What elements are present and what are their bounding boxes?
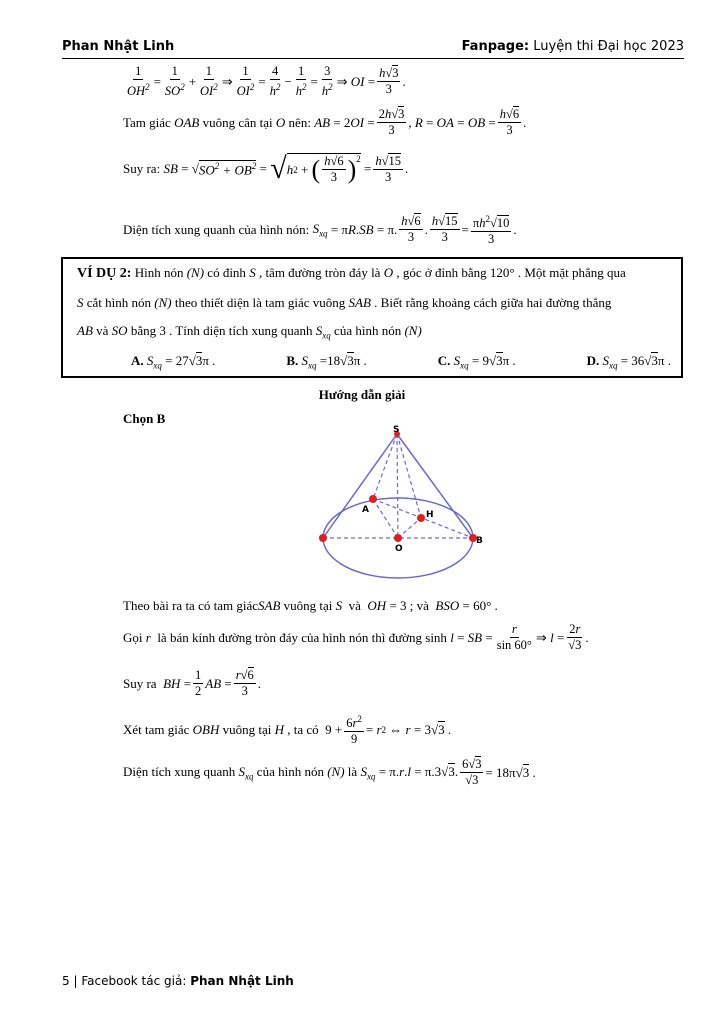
point-a (369, 495, 377, 503)
formula-line-3: Suy ra: SB = √ $SO^2 + OB^2$ = √ h 2 + ( $\frac{h√6}{3}$ ) $^2$ = $\frac{h√15}{3}$ . (123, 152, 409, 185)
example-box (61, 257, 683, 378)
page-footer: 5 | Facebook tác giả: Phan Nhật Linh (62, 974, 294, 988)
label-o: O (395, 544, 403, 554)
answer-options (131, 353, 671, 371)
formula-line-4: Diện tích xung quanh của hình nón: $S_{xq}$ = π R . SB = π. $\frac{h√6}{3}$ . $\frac{h√15}{3}$ = $\frac{\pi h^2√10}{3}$ . (123, 214, 517, 247)
footer-author[interactable]: Phan Nhật Linh (190, 974, 294, 988)
label-b: B (476, 536, 483, 546)
solution-line-5: Diện tích xung quanh $S_{xq}$ của hình nón (N) là $S_{xq} = \pi.r.l = \pi.3√3$. $\frac{6√3}{√3}$ = 18π√ 3 . (123, 757, 536, 787)
footer-text: Facebook tác giả: (81, 974, 187, 988)
point-h (417, 514, 425, 522)
option-b[interactable]: B. $S_{xq} =18√3\pi$ . (286, 353, 367, 371)
formula-line-1: $\frac{1}{OH^2}$ = $\frac{1}{SO^2}$ + $\frac{1}{OI^2}$ ⇒ $\frac{1}{OI^2}$ = $\frac{4}{h^2}$ − $\frac{1}{h^2}$ = $\frac{3}{h^2}$ ⇒ OI = $\frac{h√3}{3}$ . (127, 64, 406, 99)
label-h: H (426, 510, 434, 520)
header-author: Phan Nhật Linh (62, 39, 175, 54)
page-number: 5 (62, 974, 70, 988)
option-d[interactable]: D. $S_{xq} = 36√3\pi$ . (586, 353, 671, 371)
solution-line-2: Gọi r là bán kính đường tròn đáy của hình nón thì đường sinh l = SB = $\frac{r}{\sin 60^\circ}$ ⇒ l = $\frac{2r}{√3}$ . (123, 622, 589, 652)
point-o (394, 534, 402, 542)
solution-choice: Chọn B (123, 411, 166, 426)
solution-line-3: Suy ra BH = $\frac{1}{2}$ AB = $\frac{r√6}{3}$ . (123, 668, 262, 698)
solution-line-1: Theo bài ra ta có tam giácSAB vuông tại S và OH = 3 ; và BSO = 60° . (123, 598, 498, 613)
point-left (319, 534, 327, 542)
solution-line-4: Xét tam giác OBH vuông tại H , ta có 9 + $\frac{6r^2}{9}$ = r 2 ⇔ r = 3√ 3 . (123, 714, 452, 747)
formula-line-2: Tam giác OAB vuông cân tại O nên: AB = 2 OI = $\frac{2h√3}{3}$ , R = OA = OB = $\frac{h√6}{3}$ . (123, 107, 527, 137)
cone-figure (310, 418, 500, 586)
header-fanpage: Fanpage: Luyện thi Đại học 2023 (461, 39, 684, 54)
solution-heading: Hướng dẫn giải (318, 387, 406, 402)
example-line-3: AB và SO bằng 3 . Tính diện tích xung quanh $S_{xq}$ của hình nón (N) (77, 323, 422, 341)
label-a: A (362, 505, 369, 515)
example-line-2: S cắt hình nón (N) theo thiết diện là tam giác vuông SAB . Biết rằng khoảng cách giữa hai đường thẳng (77, 295, 612, 310)
example-line-1: VÍ DỤ 2: Hình nón (N) có đỉnh S , tâm đường tròn đáy là O , góc ở đỉnh bằng 120° . Một mặt phẳng qua (77, 265, 626, 281)
option-a[interactable]: A. $S_{xq} = 27√3\pi$ . (131, 353, 216, 371)
label-s: S (393, 425, 400, 435)
option-c[interactable]: C. $S_{xq} = 9√3\pi$ . (437, 353, 516, 371)
page-header (62, 38, 684, 59)
